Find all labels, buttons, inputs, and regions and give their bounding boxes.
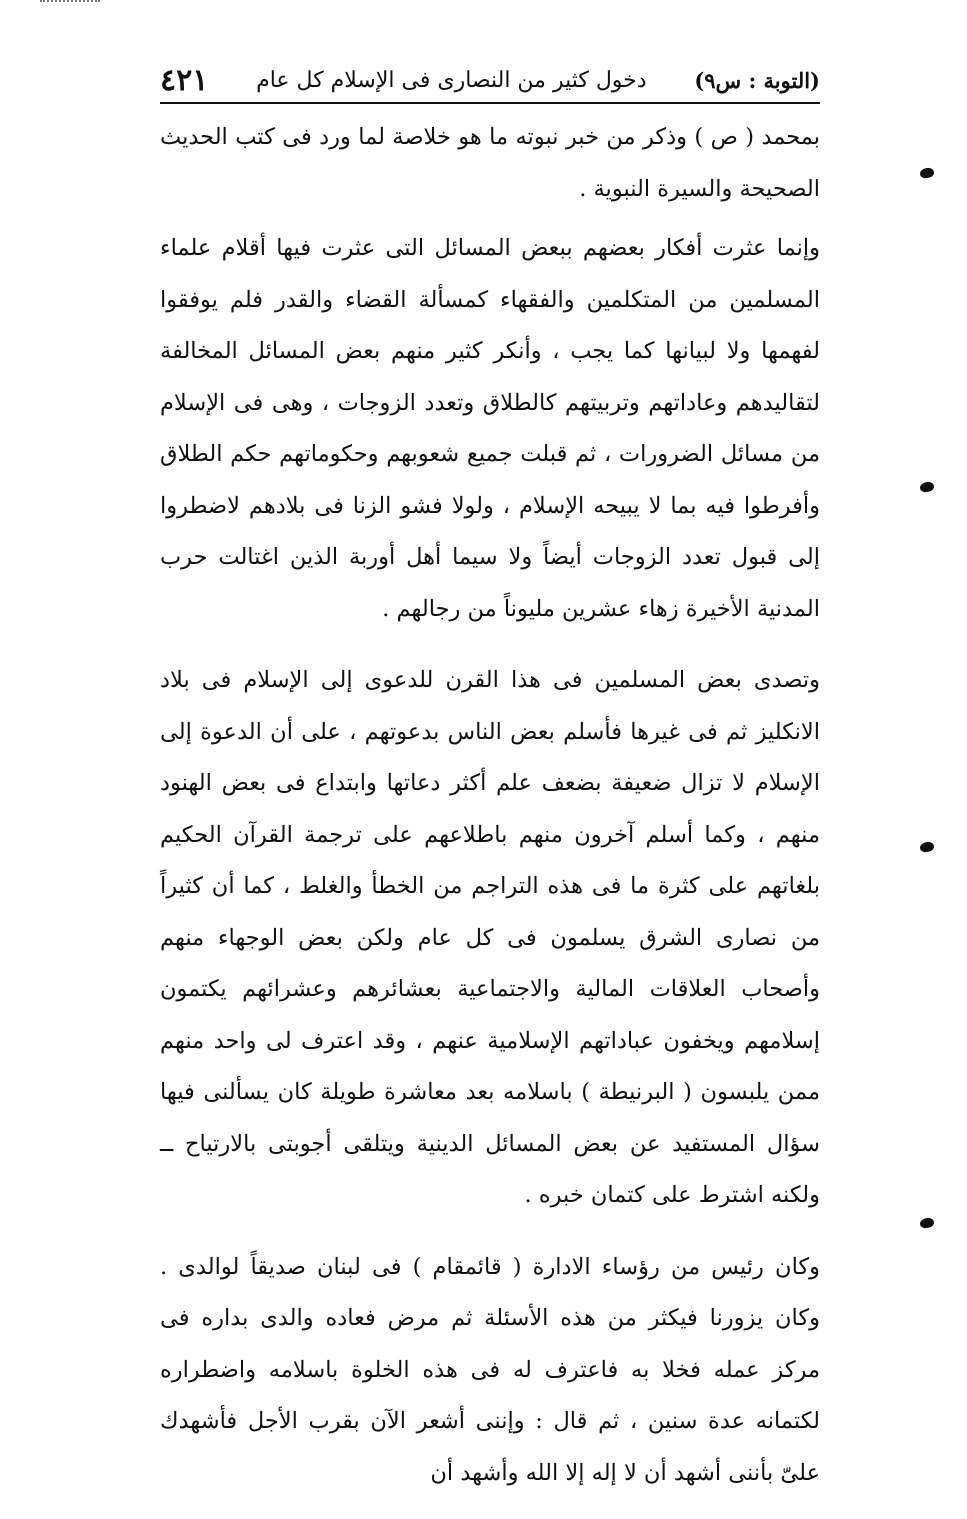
margin-mark <box>919 1217 935 1229</box>
scan-edge-mark <box>40 0 100 4</box>
paragraph: بمحمد ( ص ) وذكر من خبر نبوته ما هو خلاصة لما ورد فى كتب الحديث الصحيحة والسيرة النبوية . <box>160 124 820 202</box>
paragraph: وإنما عثرت أفكار بعضهم ببعض المسائل التى عثرت فيها أقلام علماء المسلمين من المتكلمين والفقهاء كمسألة القضاء والقدر فلم يوفقوا لفهمها ولا لبيانها كما يجب ، وأنكر كثير منهم بعض المسائل المخالفة لتقاليدهم وعاداتهم وتربيتهم كالطلاق وتعدد الزوجات ، وهى فى الإسلام من مسائل الضرورات ، ثم قبلت جميع شعوبهم وحكوماتهم حكم الطلاق وأفرطوا فيه بما لا يبيحه الإسلام ، ولولا فشو الزنا فى بلادهم لاضطروا إلى قبول تعدد الزوجات أيضاً ولا سيما أهل أوربة الذين اغتالت حرب المدنية الأخيرة زهاء عشرين مليوناً من رجالهم . <box>160 235 820 622</box>
running-header <box>160 58 820 104</box>
running-title: دخول كثير من النصارى فى الإسلام كل عام <box>256 67 647 93</box>
book-page <box>160 58 820 1519</box>
paragraph: وتصدى بعض المسلمين فى هذا القرن للدعوى إلى الإسلام فى بلاد الانكليز ثم فى غيرها فأسلم بعض الناس بدعوتهم ، على أن الدعوة إلى الإسلام لا تزال ضعيفة بضعف علم أكثر دعاتها وابتداع فى بعض الهنود منهم ، وكما أسلم آخرون منهم باطلاعهم على ترجمة القرآن الحكيم بلغاتهم على كثرة ما فى هذه التراجم من الخطأ والغلط ، كما أن كثيراً من نصارى الشرق يسلمون فى كل عام ولكن بعض الوجهاء منهم وأصحاب العلاقات المالية والاجتماعية بعشائرهم وعشرائهم يكتمون إسلامهم ويخفون عباداتهم الإسلامية عنهم ، وقد اعترف لى واحد منهم ممن يلبسون ( البرنيطة ) باسلامه بعد معاشرة طويلة كان يسألنى فيها سؤال المستفيد عن بعض المسائل الدينية ويتلقى أجوبتى بالارتياح ــ ولكنه اشترط على كتمان خبره . <box>160 667 820 1208</box>
paragraph: وكان رئيس من رؤساء الادارة ( قائمقام ) فى لبنان صديقاً لوالدى . وكان يزورنا فيكثر من هذه الأسئلة ثم مرض فعاده والدى بداره فى مركز عمله فخلا به فاعترف له فى هذه الخلوة باسلامه واضطراره لكتمانه عدة سنين ، ثم قال : وإننى أشعر الآن بقرب الأجل فأشهدك علىّ بأننى أشهد أن لا إله إلا الله وأشهد أن <box>160 1253 820 1486</box>
margin-mark <box>919 481 935 493</box>
section-reference: (التوبة : س٩) <box>694 67 820 93</box>
page-number: ٤٢١ <box>160 62 209 98</box>
body-text <box>160 112 820 1499</box>
margin-mark <box>919 841 935 853</box>
margin-mark <box>919 167 935 179</box>
